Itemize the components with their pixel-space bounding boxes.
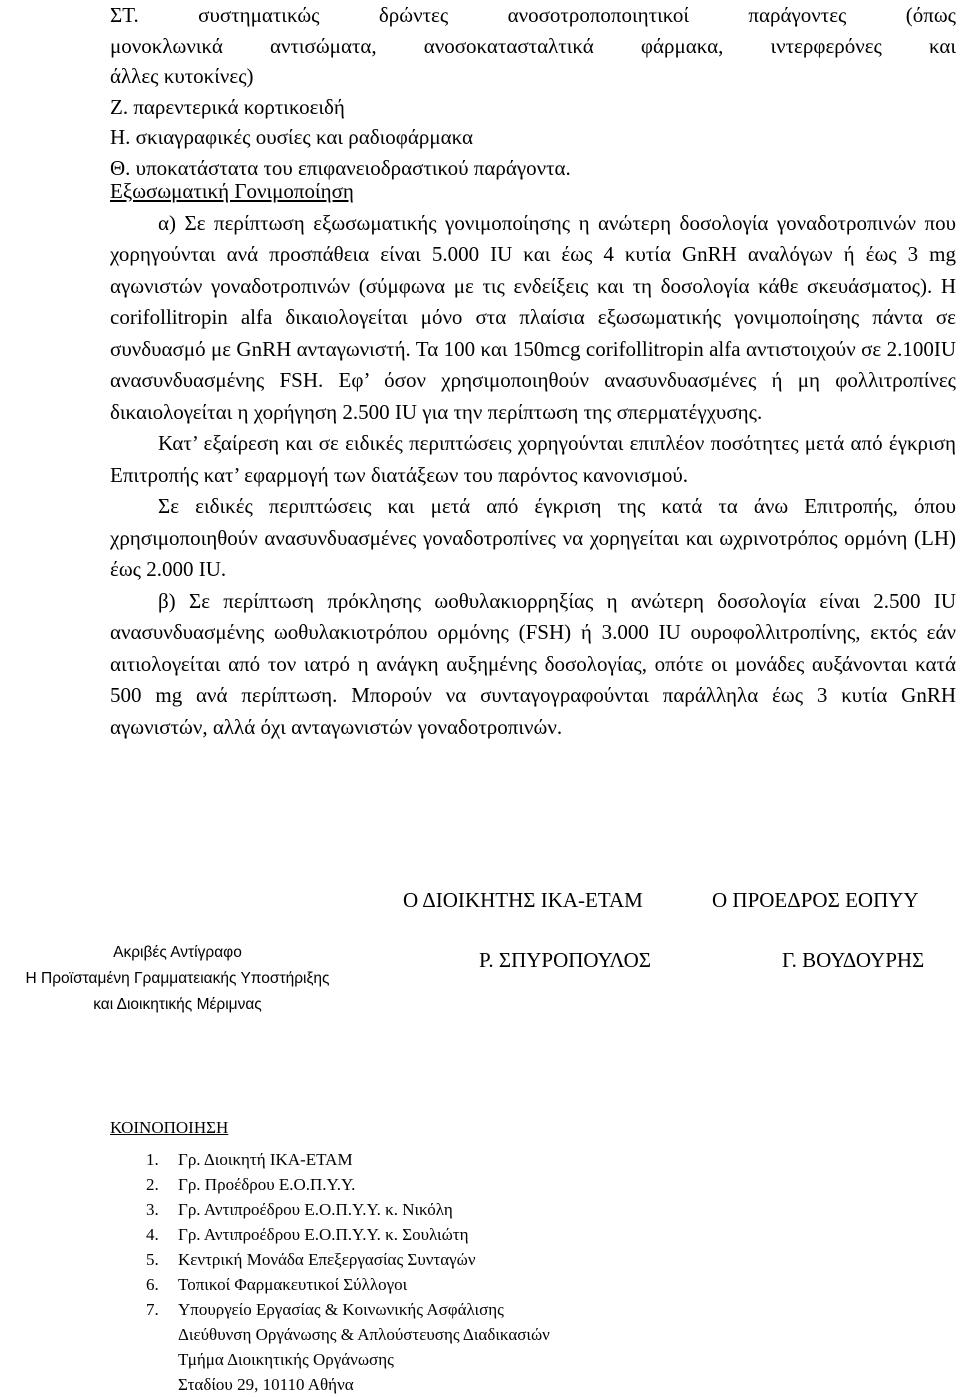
recipient-text: Υπουργείο Εργασίας & Κοινωνικής Ασφάλισης: [178, 1300, 504, 1319]
recipient-text: Τοπικοί Φαρμακευτικοί Σύλλογοι: [178, 1275, 408, 1294]
recipient-list: [110, 1147, 810, 1322]
recipient-text: Γρ. Αντιπροέδρου Ε.Ο.Π.Υ.Υ. κ. Σουλιώτη: [178, 1225, 469, 1244]
recipient-number: 6.: [146, 1275, 159, 1294]
stamp-line-2: Η Προϊσταμένη Γραμματειακής Υποστήριξης: [25, 970, 330, 987]
recipient-number: 3.: [146, 1200, 159, 1219]
true-copy-stamp: [0, 940, 355, 1018]
list-item-z: Ζ. παρεντερικά κορτικοειδή: [110, 94, 345, 119]
list-item-st-line1: ΣΤ. συστηματικώς δρώντες ανοσοτροποποιητικοί παράγοντες (όπως: [110, 3, 956, 27]
paragraph-lh: Σε ειδικές περιπτώσεις και μετά από έγκριση της κατά τα άνω Επιτροπής, όπου χρησιμοποιηθούν ανασυνδυασμένες γοναδοτροπίνες να χορηγείται και ωχρινοτρόπος ορμόνη (LH) έως 2.000 IU.: [110, 494, 956, 581]
stamp-line-1: Ακριβές Αντίγραφο: [113, 944, 242, 961]
section-heading: Εξωσωματική Γονιμοποίηση: [110, 179, 354, 203]
notification-list: [110, 1117, 810, 1397]
recipient-text: Γρ. Αντιπροέδρου Ε.Ο.Π.Υ.Υ. κ. Νικόλη: [178, 1200, 453, 1219]
recipient-number: 4.: [146, 1225, 159, 1244]
recipient-number: 5.: [146, 1250, 159, 1269]
list-item-th: Θ. υποκατάστατα του επιφανειοδραστικού παράγοντα.: [110, 155, 571, 180]
list-item-h: Η. σκιαγραφικές ουσίες και ραδιοφάρμακα: [110, 125, 474, 149]
list-continuation: [110, 0, 956, 183]
signatory-name-eopyy: Γ. ΒΟΥΔΟΥΡΗΣ: [782, 948, 925, 972]
signatory-name-ika: Ρ. ΣΠΥΡΟΠΟΥΛΟΣ: [479, 948, 652, 972]
recipient-7-department: Διεύθυνση Οργάνωσης & Απλούστευσης Διαδικασιών: [178, 1325, 550, 1344]
stamp-line-3: και Διοικητικής Μέριμνας: [93, 996, 262, 1013]
list-item-st-line3: άλλες κυτοκίνες): [110, 64, 254, 88]
signatory-title-eopyy: Ο ΠΡΟΕΔΡΟΣ ΕΟΠΥΥ: [712, 888, 919, 912]
notification-title: ΚΟΙΝΟΠΟΙΗΣΗ: [110, 1118, 229, 1137]
paragraph-a: α) Σε περίπτωση εξωσωματικής γονιμοποίησης η ανώτερη δοσολογία γοναδοτροπινών που χορηγούνται ανά προσπάθεια είναι 5.000 IU και έως 4 κυτία GnRH αναλόγων ή έως 3 mg αγωνιστών γοναδοτροπινών (σύμφωνα με τις ενδείξεις και τη δοσολογία κάθε σκευάσματος). Η corifollitropin alfa δικαιολογείται μόνο στα πλαίσια εξωσωματικής γονιμοποίησης πάντα σε συνδυασμό με GnRH ανταγωνιστή. Τα 100 και 150mcg corifollitropin alfa αντιστοιχούν σε 2.100IU ανασυνδυασμένης FSH. Εφ’ όσον χρησιμοποιηθούν ανασυνδυασμένες ή μη φολλιτροπίνες δικαιολογείται η χορήγηση 2.500 IU για την περίπτωση της σπερματέγχυσης.: [110, 210, 956, 424]
paragraph-exception: Κατ’ εξαίρεση και σε ειδικές περιπτώσεις χορηγούνται επιπλέον ποσότητες μετά από έγκριση Επιτροπής κατ’ εφαρμογή των διατάξεων του παρόντος κανονισμού.: [110, 431, 956, 487]
recipient-7-section: Τμήμα Διοικητικής Οργάνωσης: [178, 1350, 394, 1369]
recipient-number: 7.: [146, 1300, 159, 1319]
recipient-item: [110, 1247, 810, 1272]
signatory-title-ika: Ο ΔΙΟΙΚΗΤΗΣ ΙΚΑ-ΕΤΑΜ: [403, 888, 643, 912]
signature-block: [0, 878, 960, 1013]
recipient-text: Κεντρική Μονάδα Επεξεργασίας Συνταγών: [178, 1250, 476, 1269]
recipient-item: [110, 1297, 810, 1322]
list-item-st-line2: μονοκλωνικά αντισώματα, ανοσοκατασταλτικά φάρμακα, ιντερφερόνες και: [110, 33, 956, 58]
recipient-7-address: Σταδίου 29, 10110 Αθήνα: [178, 1375, 354, 1394]
recipient-item: [110, 1172, 810, 1197]
recipient-item: [110, 1147, 810, 1172]
recipient-item: [110, 1222, 810, 1247]
list-item-st: [110, 0, 956, 92]
recipient-item: [110, 1272, 810, 1297]
recipient-item: [110, 1197, 810, 1222]
recipient-text: Γρ. Διοικητή ΙΚΑ-ΕΤΑΜ: [178, 1150, 353, 1169]
paragraph-b: β) Σε περίπτωση πρόκλησης ωοθυλακιορρηξίας η ανώτερη δοσολογία είναι 2.500 IU ανασυνδυασμένης ωοθυλακιοτρόπου ορμόνης (FSH) ή 3.000 IU ουροφολλιτροπίνης, εκτός εάν αιτιολογείται από τον ιατρό η ανάγκη αυξημένης δοσολογίας, οπότε οι μονάδες αυξάνονται κατά 500 mg ανά περίπτωση. Μπορούν να συνταγογραφούνται παράλληλα έως 3 κυτία GnRH αγωνιστών, αλλά όχι ανταγωνιστών γοναδοτροπινών.: [110, 588, 956, 739]
recipient-number: 1.: [146, 1150, 159, 1169]
ivf-section: [110, 176, 956, 743]
recipient-number: 2.: [146, 1175, 159, 1194]
recipient-text: Γρ. Προέδρου Ε.Ο.Π.Υ.Υ.: [178, 1175, 356, 1194]
